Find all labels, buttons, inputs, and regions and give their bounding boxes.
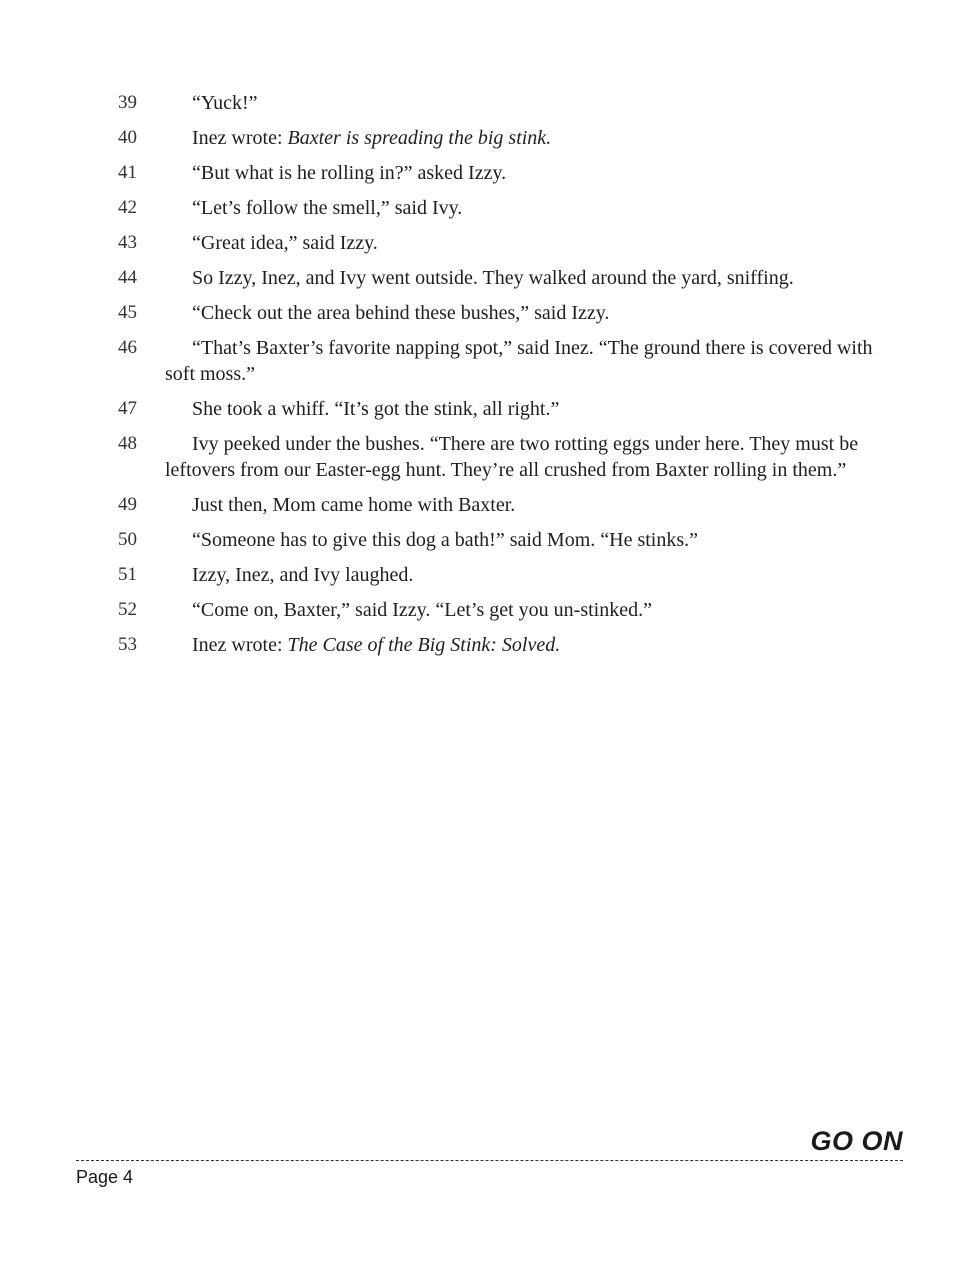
line-number: 49 (118, 494, 137, 515)
line-text: Just then, Mom came home with Baxter. (192, 494, 516, 516)
passage-line (0, 527, 979, 553)
line-text: So Izzy, Inez, and Ivy went outside. They walked around the yard, sniffing. (192, 267, 794, 289)
line-number: 52 (118, 599, 137, 620)
line-number: 47 (118, 398, 137, 419)
line-text: “Someone has to give this dog a bath!” said Mom. “He stinks.” (192, 529, 699, 551)
line-text: “Come on, Baxter,” said Izzy. “Let’s get you un-stinked.” (192, 599, 652, 621)
passage-line (0, 431, 979, 483)
line-number: 51 (118, 564, 137, 585)
line-number: 41 (118, 162, 137, 183)
passage-line (0, 335, 979, 387)
line-number: 43 (118, 232, 137, 253)
passage-line (0, 265, 979, 291)
passage-line (0, 90, 979, 116)
line-number: 40 (118, 127, 137, 148)
passage-line (0, 562, 979, 588)
line-text: Izzy, Inez, and Ivy laughed. (192, 564, 414, 586)
line-text: Ivy peeked under the bushes. “There are two rotting eggs under here. They must be leftovers from our Easter-egg hunt. They’re all crushed from Baxter rolling in them.” (165, 433, 859, 481)
footer-divider (76, 1160, 903, 1161)
page-number: Page 4 (76, 1167, 134, 1187)
line-text: Inez wrote: Baxter is spreading the big stink. (192, 127, 552, 149)
line-number: 53 (118, 634, 137, 655)
passage-line (0, 597, 979, 623)
story-passage (0, 90, 979, 667)
line-text: “But what is he rolling in?” asked Izzy. (192, 162, 507, 184)
line-text: “Let’s follow the smell,” said Ivy. (192, 197, 463, 219)
line-number: 48 (118, 433, 137, 454)
line-number: 46 (118, 337, 137, 358)
passage-line (0, 195, 979, 221)
line-number: 45 (118, 302, 137, 323)
line-number: 42 (118, 197, 137, 218)
line-number: 44 (118, 267, 137, 288)
line-text: “Great idea,” said Izzy. (192, 232, 378, 254)
line-text: “That’s Baxter’s favorite napping spot,” said Inez. “The ground there is covered with soft moss.” (165, 337, 873, 385)
passage-line (0, 125, 979, 151)
passage-line (0, 492, 979, 518)
line-text: Inez wrote: The Case of the Big Stink: Solved. (192, 634, 561, 656)
line-number: 39 (118, 92, 137, 113)
go-on-label: GO ON (810, 1126, 903, 1156)
passage-line (0, 632, 979, 658)
line-number: 50 (118, 529, 137, 550)
passage-line (0, 396, 979, 422)
line-text: “Check out the area behind these bushes,” said Izzy. (192, 302, 610, 324)
passage-line (0, 230, 979, 256)
passage-line (0, 160, 979, 186)
line-text: “Yuck!” (192, 92, 258, 114)
line-text: She took a whiff. “It’s got the stink, all right.” (192, 398, 560, 420)
passage-line (0, 300, 979, 326)
